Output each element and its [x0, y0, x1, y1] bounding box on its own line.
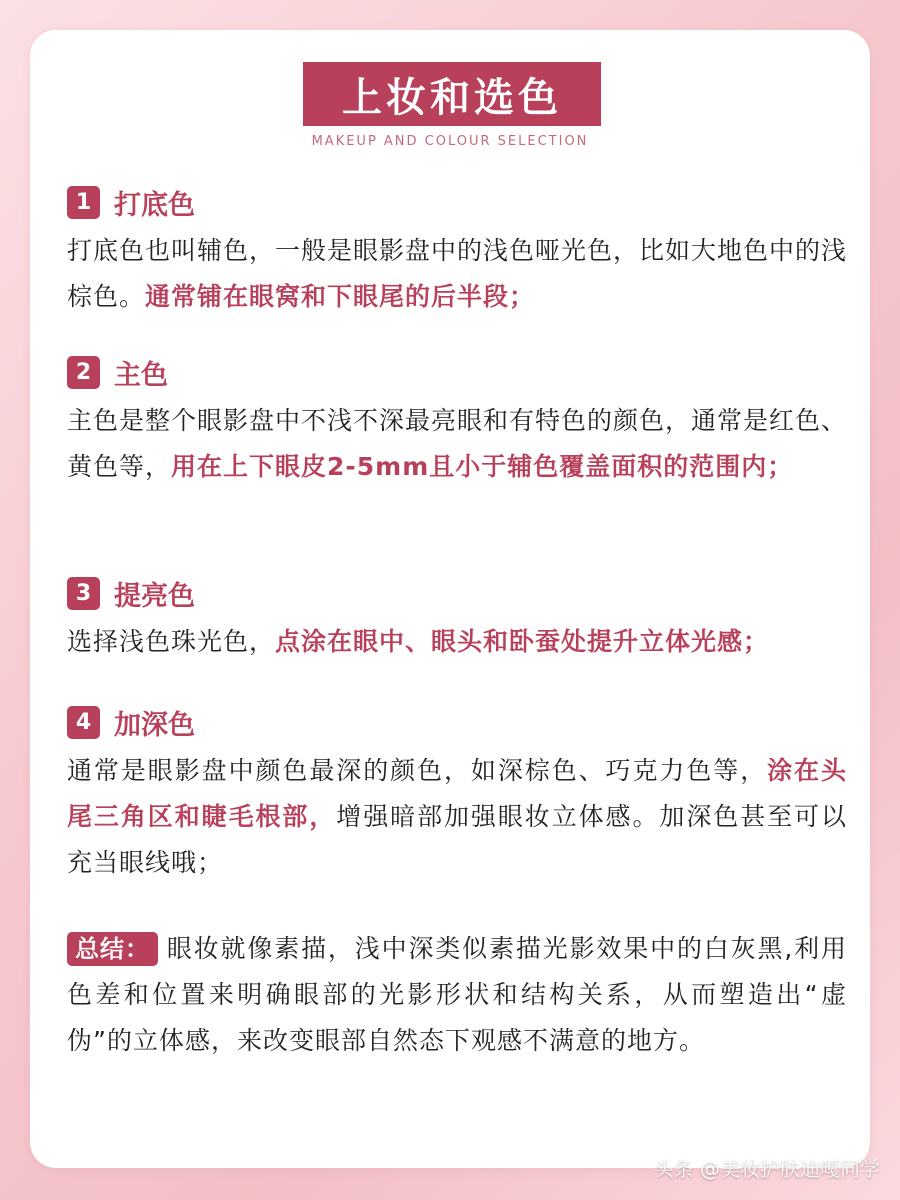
- section-title: 打底色: [114, 189, 195, 221]
- body-text: 通常是眼影盘中颜色最深的颜色，如深棕色、巧克力色等，: [67, 756, 768, 785]
- highlight-text: 用在上下眼皮2-5mm且小于辅色覆盖面积的范围内；: [171, 452, 794, 481]
- section-number-badge: 1: [67, 186, 100, 219]
- section-header: [67, 573, 847, 613]
- summary-tag: 总结：: [67, 932, 158, 966]
- body-text: 主色是整个眼影盘中不浅不深最亮眼和有特色的颜色，通常是红色、黄色等，: [67, 406, 848, 481]
- section-number-badge: 4: [67, 706, 100, 739]
- section-header: [67, 702, 847, 742]
- body-text: 选择浅色珠光色，: [67, 627, 276, 656]
- section-summary: [67, 926, 847, 1064]
- section-deep-color: [67, 702, 847, 886]
- highlight-text: 通常铺在眼窝和下眼尾的后半段；: [145, 282, 536, 311]
- section-highlight-color: [67, 573, 847, 665]
- summary-paragraph: [67, 926, 847, 1064]
- content-card: [30, 30, 870, 1168]
- section-title: 加深色: [114, 709, 195, 741]
- section-paragraph: [67, 748, 847, 886]
- body-text: 增强暗部加强眼妆立体感。加深色甚至可以充当眼线哦；: [67, 802, 847, 877]
- section-main-color: [67, 352, 847, 490]
- section-title: 主色: [114, 359, 168, 391]
- section-title: 提亮色: [114, 580, 195, 612]
- watermark: 头条 @美妆护肤迪嘎同学: [653, 1157, 880, 1181]
- section-base-color: [67, 182, 847, 320]
- summary-text: 眼妆就像素描，浅中深类似素描光影效果中的白灰黑,利用色差和位置来明确眼部的光影形状和结构关系，从而塑造出“虚伪”的立体感，来改变眼部自然态下观感不满意的地方。: [67, 934, 847, 1055]
- body-text: 打底色也叫辅色，一般是眼影盘中的浅色哑光色，比如大地色中的浅棕色。: [67, 236, 848, 311]
- section-paragraph: [67, 228, 847, 320]
- page-title: 上妆和选色: [303, 62, 601, 126]
- section-paragraph: [67, 619, 847, 665]
- section-header: [67, 182, 847, 222]
- section-number-badge: 2: [67, 356, 100, 389]
- page-subtitle: MAKEUP AND COLOUR SELECTION: [311, 134, 589, 149]
- highlight-text: 涂在头尾三角区和睫毛根部，: [67, 756, 847, 831]
- section-header: [67, 352, 847, 392]
- section-number-badge: 3: [67, 577, 100, 610]
- highlight-text: 点涂在眼中、眼头和卧蚕处提升立体光感；: [275, 627, 770, 656]
- section-paragraph: [67, 398, 847, 490]
